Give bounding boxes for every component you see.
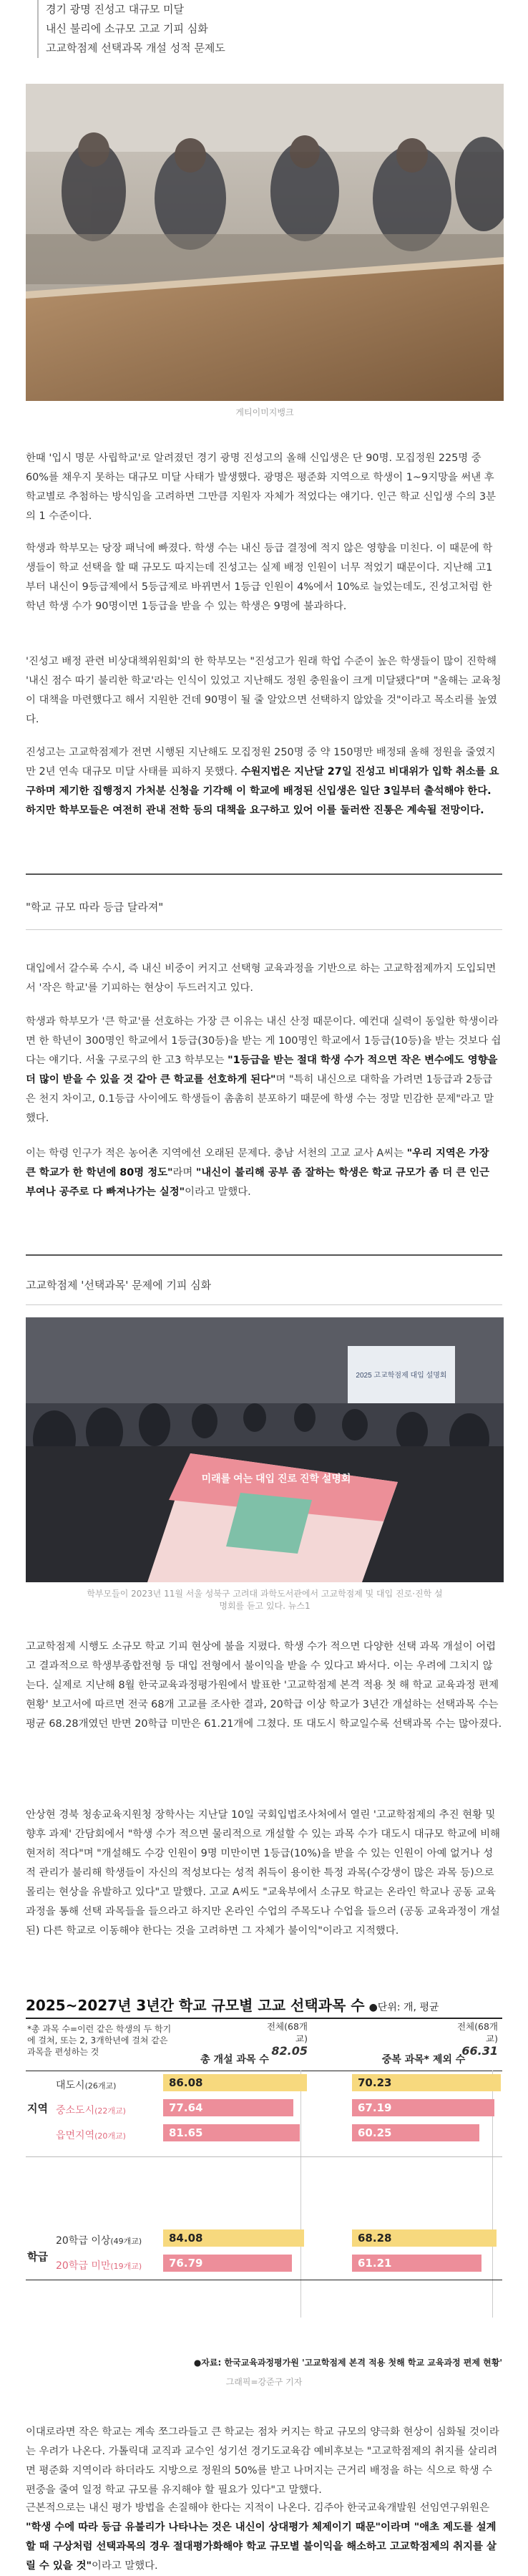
- overall-total: [258, 2020, 308, 2057]
- table-title-row: [26, 1994, 502, 2015]
- table-rule: [26, 2156, 502, 2157]
- paragraph: 대입에서 갈수록 수시, 즉 내신 비중이 커지고 선택형 교육과정을 기반으로 하는 고교학점제까지 도입되면서 '작은 학교'를 기피하는 현상이 두드러지고 있다.: [26, 963, 497, 994]
- group-label-classes: 학급: [27, 2250, 48, 2263]
- row-label: 20학급 이상(49개교): [56, 2235, 142, 2247]
- col-dedup-heading: 중복 과목* 제외 수: [381, 2054, 466, 2066]
- paragraph-bold: "학생 수에 따라 등급 유불리가 나타나는 것은 내신이 상대평가 체제이기 때문"이라며 "애초 제도를 설계할 때 구상처럼 선택과목의 경우 절대평가화해야 학교 규모별 불이익을 해소하고 고교학점제의 취지를 살릴 수 있을 것": [26, 2522, 497, 2572]
- article-summary: [37, 0, 495, 58]
- table-note: *총 과목 수=이런 같은 학생의 두 학기에 걸쳐, 또는 2, 3개학년에 걸쳐 같은 과목을 편성하는 것: [27, 2024, 172, 2057]
- paragraph: 이대로라면 작은 학교는 계속 쪼그라들고 큰 학교는 점차 커지는 학교 규모의 양극화 현상이 심화될 것이라는 우려가 나온다. 가톨릭대 교직과 교수인 성기선 경기도교육감 예비후보는 "고교학점제의 취지를 살리려면 평준화 지역이라 하더라도 지방으로 정원의 50%를 받고 나머지는 근거리 배정을 하는 식으로 학생 수 편중을 줄여 일정 학교 규모를 유지해야 할 필요가 있다"고 말했다.: [26, 2426, 499, 2496]
- group-label-region: 지역: [27, 2102, 48, 2115]
- paragraph: [26, 2499, 502, 2576]
- bar-total: [163, 2074, 307, 2091]
- col-total-heading: 총 개설 과목 수: [200, 2054, 269, 2066]
- summary-line: 경기 광명 진성고 대규모 미달: [46, 3, 184, 16]
- bar-total-label: 77.64: [169, 2101, 203, 2114]
- graphic-credit: 그래픽=강준구 기자: [225, 2377, 303, 2387]
- bar-dedup-label: 61.21: [358, 2257, 392, 2270]
- bar-dedup-label: 68.28: [358, 2232, 392, 2245]
- photo1-caption: 게티이미지뱅크: [235, 407, 294, 417]
- overall-dedup: [448, 2020, 498, 2057]
- overall-label: 전체: [456, 2021, 475, 2032]
- screen-text: 2025 고교학점제 대입 설명회: [356, 1372, 447, 1380]
- row-label: 대도시(26개교): [56, 2080, 117, 2091]
- summary-list: [37, 0, 495, 58]
- section-divider: [26, 929, 502, 930]
- row-label: 읍면지역(20개교): [56, 2130, 126, 2141]
- paragraph-text: 진성고는 고교학점제가 전면 시행된 지난해도 모집정원 250명 중 약 150명만 배정돼 올해 정원을 줄였지만 2년 연속 대규모 미달 사태를 피하지 못했다.: [26, 747, 496, 778]
- banner-text: 미래를 여는 대입 진로 진학 설명회: [201, 1473, 351, 1484]
- overall-total-line: [300, 2071, 301, 2318]
- paragraph: [26, 743, 502, 820]
- bar-dedup-label: 60.25: [358, 2126, 392, 2139]
- paragraph-bold: "내신이 불리해 공부 좀 잘하는 학생은 학교 규모가 좀 더 큰 인근 부여나 공주로 다 빠져나가는 실정": [26, 1167, 490, 1198]
- bar-dedup: [352, 2124, 479, 2141]
- overall-schools: (68개교): [284, 2021, 308, 2044]
- summary-line: 내신 불리에 소규모 고교 기피 심화: [46, 22, 208, 35]
- bar-total: [163, 2124, 300, 2141]
- paragraph: 학생과 학부모는 당장 패닉에 빠졌다. 학생 수는 내신 등급 결정에 적지 않은 영향을 미친다. 이 때문에 학생들이 학교 선택을 할 때 규모도 따지는데 진성고는 실제 배정 인원이 너무 적었기 때문이다. 지난해 고1부터 내신이 9등급제에서 5등급제로 바뀌면서 1등급 인원이 4%에서 10%로 늘었는데도, 진성고처럼 한 학년 학생 수가 90명이면 1등급을 받을 수 있는 학생은 9명에 불과하다.: [26, 543, 493, 612]
- table-title: 2025~2027년 3년간 학교 규모별 고교 선택과목 수: [26, 1997, 365, 2014]
- paragraph-text: 라며: [172, 1167, 196, 1178]
- paragraph: 고교학점제 시행도 소규모 학교 기피 현상에 불을 지폈다. 학생 수가 적으면 다양한 선택 과목 개설이 어렵고 결과적으로 학생부종합전형 등 대입 전형에서 불이익을 받을 수 있다고 봐서다. 이는 우려에 그치지 않는다. 실제로 지난해 8월 한국교육과정평가원에서 발표한 '고교학점제 본격 적용 첫 해 학교 교육과정 편제 현황' 보고서에 따르면 전국 68개 고교를 조사한 결과, 20학급 이상 학교가 3년간 개설하는 선택과목 수는 평균 68.28개였던 반면 20학급 미만은 61.21개에 그쳤다. 또 대도시 학교일수록 선택과목 수는 많아졌다.: [26, 1641, 502, 1730]
- paragraph-text: 학생과 학부모가 '큰 학교'를 선호하는 가장 큰 이유는 내신 산정 때문이다. 예컨대 실력이 동일한 학생이라면 한 학년이 300명인 학교에서 1등급(30등)을 받는 게 100명인 학교에서 1등급(10등)을 받는 것보다 쉽다는 얘기다. 서울 구로구의 한 고3 학부모는: [26, 1016, 502, 1066]
- bar-dedup: [352, 2074, 501, 2091]
- bar-dedup-label: 70.23: [358, 2076, 392, 2089]
- row-label: 중소도시(22개교): [56, 2105, 126, 2116]
- bar-total: [163, 2255, 292, 2272]
- paragraph-text: 이라고 말했다.: [92, 2560, 158, 2572]
- briefing-session-photo: [26, 1317, 504, 1582]
- classroom-exam-photo: [26, 84, 504, 401]
- bar-total: [163, 2229, 304, 2247]
- paragraph-text: 근본적으로는 내신 평가 방법을 손질해야 한다는 지적이 나온다. 김주아 한국교육개발원 선임연구위원은: [26, 2502, 490, 2514]
- paragraph-text: 며 "특히 내신으로 대학을 가려면 1등급과 2등급은 천지 차이고, 0.1등급 사이에도 학생들이 촘촘히 분포하기 때문에 학생 수는 정말 민감한 문제"라고 말했다.: [26, 1074, 494, 1124]
- section-divider: [26, 1254, 502, 1256]
- bar-total: [163, 2099, 293, 2116]
- bar-dedup: [352, 2255, 481, 2272]
- paragraph-text: 이는 학령 인구가 적은 농어촌 지역에선 오래된 문제다. 충남 서천의 고교 교사 A씨는: [26, 1148, 407, 1159]
- photo2-caption: 학부모들이 2023년 11월 서울 성북구 고려대 과학도서관에서 고교학점제 및 대입 진로·진학 설명회를 듣고 있다. 뉴스1: [87, 1589, 443, 1611]
- bar-total-label: 86.08: [169, 2076, 203, 2089]
- bar-dedup-label: 67.19: [358, 2101, 392, 2114]
- overall-schools: (68개교): [474, 2021, 498, 2044]
- section-heading: "학교 규모 따라 등급 달라져": [26, 901, 164, 914]
- section-heading: 고교학점제 '선택과목' 문제에 기피 심화: [26, 1279, 212, 1292]
- table-source: ●자료: 한국교육과정평가원 '고교학점제 본격 적용 첫해 학교 교육과정 편제 현황': [193, 2358, 502, 2368]
- paragraph: 한때 '입시 명문 사립학교'로 알려졌던 경기 광명 진성고의 올해 신입생은 단 90명. 모집정원 225명 중 60%를 채우지 못하는 대규모 미달 사태가 발생했다. 광명은 평준화 지역으로 학생이 1~9지망을 써낸 후 학교별로 추첨하는 방식임을 고려하면 그만큼 지원자 자체가 적었다는 얘기다. 인근 학교 신입생 수의 3분의 1 수준이다.: [26, 452, 497, 522]
- bar-total-label: 84.08: [169, 2232, 203, 2245]
- table-unit: ●단위: 개, 평균: [368, 2002, 439, 2013]
- section-divider: [26, 1304, 502, 1305]
- section-divider: [26, 873, 502, 875]
- paragraph: [26, 1144, 502, 1202]
- bar-total-label: 81.65: [169, 2126, 203, 2139]
- summary-line: 고교학점제 선택과목 개설 성적 문제도: [46, 42, 225, 54]
- bar-total-label: 76.79: [169, 2257, 203, 2270]
- paragraph-bold: "우리 지역은 가장 큰 학교가 한 학년에 80명 정도": [26, 1148, 489, 1178]
- overall-total-value: 82.05: [271, 2044, 308, 2058]
- bar-dedup: [352, 2229, 497, 2247]
- paragraph: 안상현 경북 청송교육지원청 장학사는 지난달 10일 국회입법조사처에서 열린 '고교학점제의 추진 현황 및 향후 과제' 간담회에서 "학생 수가 적으면 물리적으로 개설할 수 있는 과목 수가 대도시 대규모 학교에 비해 현저히 적다"며 "개설해도 수강 인원이 9명 미만이면 1등급(10%)을 받을 수 있는 인원이 아예 없거나 성적 관리가 불리해 학생들이 자신의 적성보다는 성적 취득이 용이한 특정 과목(수강생이 많은 과목 등)으로 몰리는 현상을 유발하고 있다"고 말했다. 고교 A씨도 "교육부에서 소규모 학교는 온라인 학교나 공동 교육과정을 통해 선택 과목들을 들으라고 하지만 온라인 수업의 주목도나 수업을 들으러 (공동 교육과정이 개설된) 다른 학교로 이동해야 한다는 것을 고려하면 그 자체가 불이익"이라고 지적했다.: [26, 1809, 501, 1937]
- paragraph: [26, 1012, 502, 1128]
- overall-dedup-value: 66.31: [461, 2044, 498, 2058]
- paragraph: '진성고 배정 관련 비상대책위원회'의 한 학부모는 "진성고가 원래 학업 수준이 높은 학생들이 많이 진학해 '내신 점수 따기 불리한 학교'라는 인식이 있었고 지난해도 정원 충원율이 크게 미달됐다"며 "올해는 교육청이 대책을 마련했다고 해서 지원한 건데 90명이 될 줄 알았으면 선택하지 않았을 것"이라고 목소리를 높였다.: [26, 656, 502, 725]
- paragraph-bold: "1등급을 받는 절대 학생 수가 적으면 작은 변수에도 영향을 더 많이 받을 수 있을 것 같아 큰 학교를 선호하게 된다": [26, 1055, 498, 1085]
- paragraph-text: 이라고 말했다.: [185, 1186, 251, 1198]
- overall-label: 전체: [266, 2021, 285, 2032]
- bar-dedup: [352, 2099, 494, 2116]
- paragraph-bold: 수원지법은 지난달 27일 진성고 비대위가 입학 취소를 요구하며 제기한 집행정지 가처분 신청을 기각해 이 학교에 배정된 신입생은 일단 3일부터 출석해야 한다. 하지만 학부모들은 여전히 관내 전학 등의 대책을 요구하고 있어 이를 둘러싼 진통은 계속될 전망이다.: [26, 766, 499, 816]
- row-label: 20학급 미만(19개교): [56, 2260, 142, 2272]
- table-top-rule: [26, 2018, 502, 2019]
